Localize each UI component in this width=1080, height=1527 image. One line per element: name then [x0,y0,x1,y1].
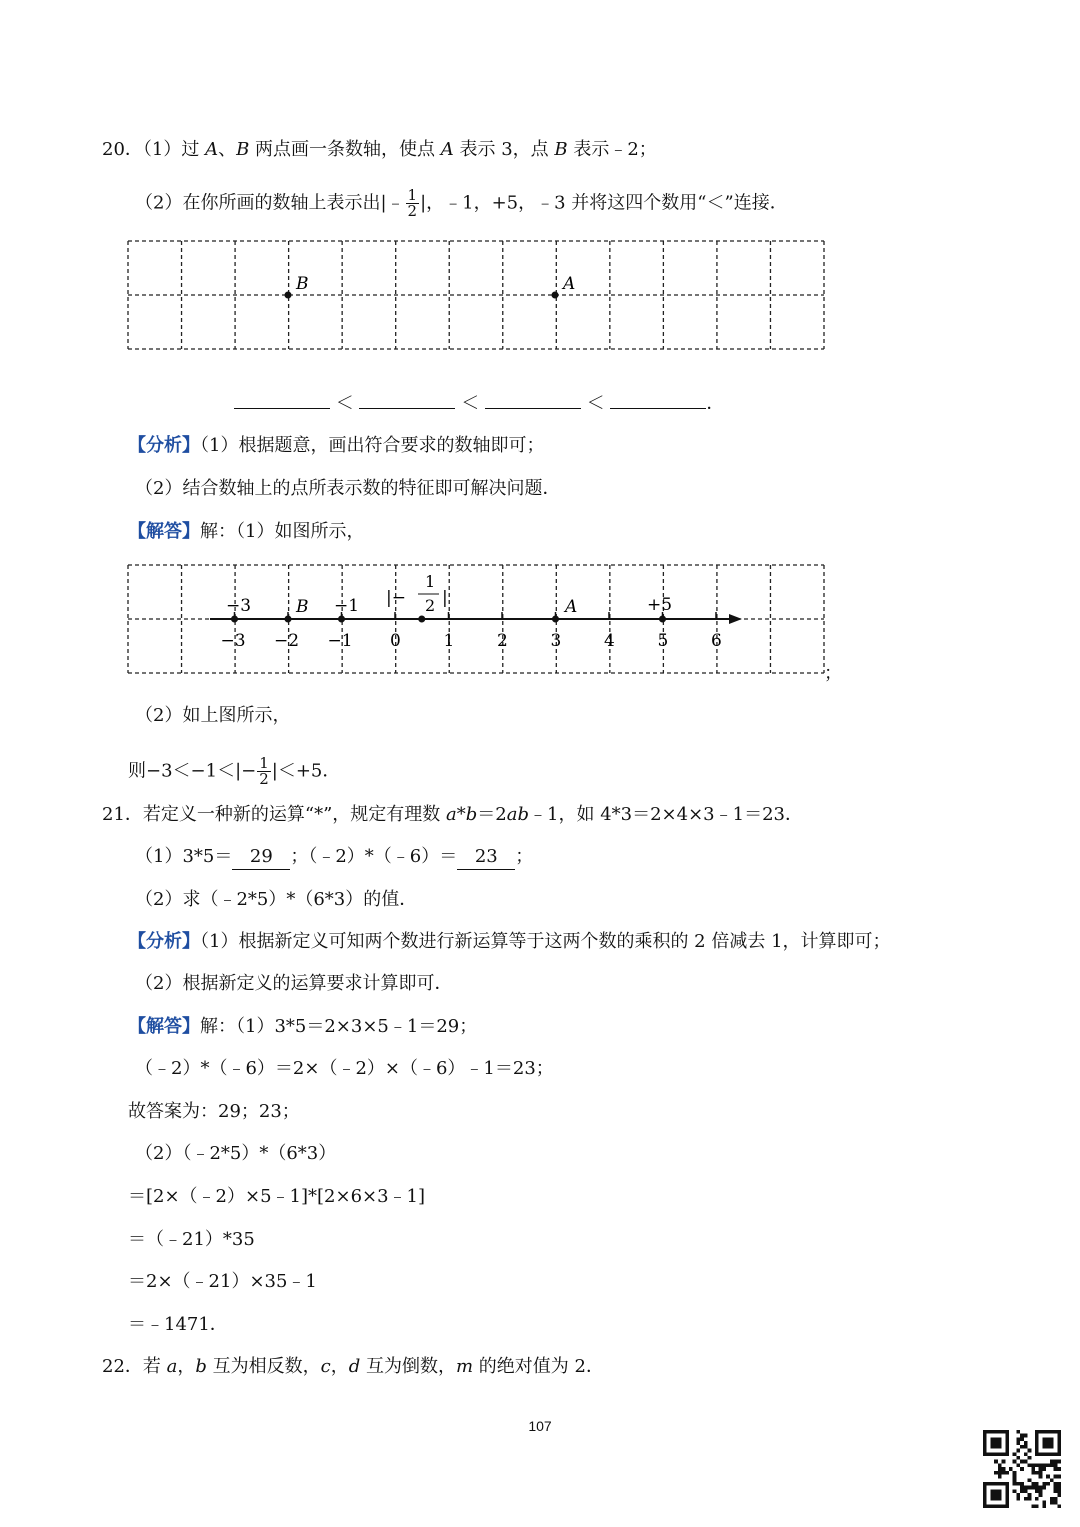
point-b [285,616,292,623]
point-a [552,616,559,623]
point-b-marker [285,292,292,299]
q22-line1: 22．若 a，b 互为相反数，c，d 互为倒数，m 的绝对值为 2． [102,1356,604,1377]
q21-part2: （2）求（﹣2*5）*（6*3）的值． [135,889,418,910]
point-a-marker [552,292,559,299]
axis-tick-label: 0 [390,631,401,651]
q21-answer-5: ＝[2×（﹣2）×5﹣1]*[2×6×3﹣1] [128,1186,426,1207]
axis-tick-label: 1 [443,631,455,651]
q21-answer-3: 故答案为：29；23； [128,1101,300,1122]
q20-line2: （2）在你所画的数轴上表示出|﹣ $\frac{1}{2}$ |，﹣1，+5，﹣3 并将这四个数用“＜”连接． [135,186,788,220]
axis-tick-label: −3 [220,631,246,651]
answer-blank-3[interactable] [485,390,581,409]
q21-analysis-1: 【分析】（1）根据新定义可知两个数进行新运算等于这两个数的乘积的 2 倍减去 1，计算即可； [128,931,891,952]
axis-tick-label: 6 [711,631,722,651]
label-neg3: −3 [226,596,252,616]
number-line-grid [126,563,846,679]
label-a: A [565,597,578,617]
q20-answer-1: 【解答】解：（1）如图所示， [128,521,365,542]
answer-blank-2[interactable] [359,390,455,409]
q21-answer-6: ＝（﹣21）*35 [128,1229,255,1250]
label-abs-suffix: | [442,588,448,608]
label-abs-den: 2 [425,596,436,615]
q20-analysis-2: （2）结合数轴上的点所表示数的特征即可解决问题． [135,478,561,499]
page-number: 107 [528,1418,552,1434]
answer-tag: 【解答】 [128,521,200,542]
grid-trailing-semicolon: ； [824,663,842,684]
axis-tick-label: 3 [550,631,562,651]
q20-line1: 20．（1）过 A、B 两点画一条数轴，使点 A 表示 3，点 B 表示﹣2； [102,139,657,160]
q20-answer-2: （2）如上图所示， [135,705,291,726]
grid-lines [128,241,824,349]
analysis-tag: 【分析】 [128,435,200,456]
answer-tag: 【解答】 [128,1016,200,1037]
label-neg1: −1 [334,596,360,616]
q21-answer-8: ＝﹣1471． [128,1314,228,1335]
q21-answer-7: ＝2×（﹣21）×35﹣1 [128,1271,317,1292]
answer-23: 23 [457,845,515,870]
label-abs-num: 1 [425,572,436,591]
point-plus5 [659,616,666,623]
label-plus5: +5 [647,595,673,615]
axis-tick-label: −1 [327,631,353,651]
label-b: B [296,597,309,617]
axis-ticks [221,612,722,651]
answer-blank-1[interactable] [234,390,330,409]
qr-code-icon[interactable] [983,1430,1061,1508]
point-neg3 [231,616,238,623]
axis-arrow-icon [729,614,742,624]
q20-analysis-1: 【分析】（1）根据题意，画出符合要求的数轴即可； [128,435,545,456]
axis-tick-label: −2 [274,631,300,651]
label-abs-prefix: |− [386,588,406,608]
q21-part1: （1）3*5＝ 29 ；（﹣2）*（﹣6）＝ 23 ； [135,845,533,870]
analysis-tag: 【分析】 [128,931,200,952]
blank-number-grid [126,239,826,352]
fraction-half: $\frac{1}{2}$ [407,186,418,220]
q21-analysis-2: （2）根据新定义的运算要求计算即可． [135,973,453,994]
point-b-label: B [296,274,309,294]
axis-tick-label: 4 [604,631,615,651]
answer-blank-4[interactable] [610,390,706,409]
comparison-blank-line: ＜ ＜ ＜ ． [234,390,724,416]
point-neg1 [338,616,345,623]
q21-answer-2: （﹣2）*（﹣6）＝2×（﹣2）×（﹣6）﹣1＝23； [135,1058,554,1079]
q21-answer-1: 【解答】解：（1）3*5＝2×3×5﹣1＝29； [128,1016,478,1037]
q21-line1: 21．若定义一种新的运算“*”，规定有理数 a*b＝2ab﹣1，如 4*3＝2×4×3﹣1＝23． [102,804,803,825]
axis-tick-label: 2 [497,631,508,651]
q20-conclusion: 则−3＜−1＜|− $\frac{1}{2}$ |＜+5． [128,754,341,788]
q21-answer-4: （2）（﹣2*5）*（6*3） [135,1143,337,1164]
axis-tick-label: 5 [657,631,669,651]
point-abs-half [418,616,425,623]
answer-29: 29 [232,845,290,870]
point-a-label: A [563,274,576,294]
fraction-half: $\frac{1}{2}$ [259,754,269,788]
